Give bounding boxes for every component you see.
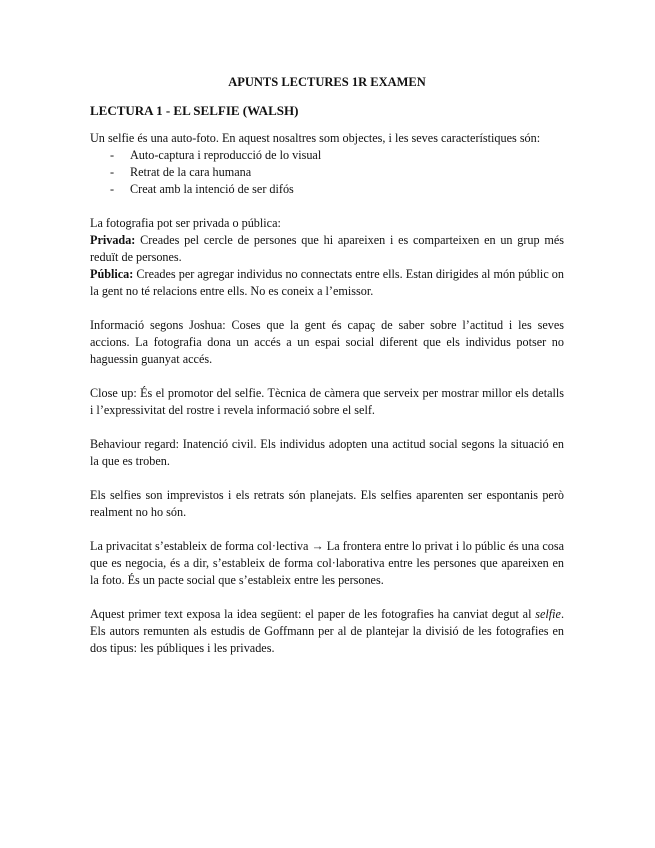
list-item: - Creat amb la intenció de ser difós <box>110 181 564 198</box>
privacy-paragraph <box>90 538 564 589</box>
behaviour-paragraph: Behaviour regard: Inatenció civil. Els individus adopten una actitud social segons la situació en la que es troben. <box>90 437 564 468</box>
arrow-right-icon: → <box>311 539 324 553</box>
public-label: Pública: <box>90 267 134 281</box>
public-text: Creades per agregar individus no connectats entre ells. Estan dirigides al món públic on la gent no té relacions entre ells. No es coneix a l’emissor. <box>90 267 564 298</box>
feature-list <box>90 147 564 198</box>
joshua-paragraph: Informació segons Joshua: Coses que la gent és capaç de saber sobre l’actitud i les seves accions. La fotografia dona un accés a un espai social diferent que els individus potser no haguessin guanyat accés. <box>90 318 564 366</box>
public-definition <box>90 266 564 300</box>
document-body <box>90 74 564 657</box>
conclusion-text-end: . Els autors remunten als estudis de Goffmann per al de plantejar la divisió de les fotografies en dos tipus: les públiques i les privades. <box>90 607 564 655</box>
privacy-text-start: La privacitat s’estableix de forma col·lectiva <box>90 539 312 553</box>
spontaneous-paragraph: Els selfies son imprevistos i els retrats són planejats. Els selfies aparenten ser espontanis però realment no ho són. <box>90 488 564 519</box>
closeup-paragraph: Close up: És el promotor del selfie. Tècnica de càmera que serveix per mostrar millor els detalls i l’expressivitat del rostre i revela informació sobre el self. <box>90 386 564 417</box>
private-label: Privada: <box>90 233 136 247</box>
list-item: - Retrat de la cara humana <box>110 164 564 181</box>
private-definition <box>90 232 564 266</box>
privacy-text-end: La frontera entre lo privat i lo públic és una cosa que es negocia, és a dir, s’estableix de forma col·laborativa entre les persones que apareixen en la foto. És un pacte social que s’estableix entre les persones. <box>90 539 565 587</box>
photo-types-intro: La fotografia pot ser privada o pública: <box>90 216 281 230</box>
list-item: - Auto-captura i reproducció de lo visual <box>110 147 564 164</box>
intro-paragraph: Un selfie és una auto-foto. En aquest nosaltres som objectes, i les seves característiques són: <box>90 131 541 145</box>
private-text: Creades pel cercle de persones que hi apareixen i es comparteixen en un grup més reduït de persones. <box>90 233 564 264</box>
document-title: APUNTS LECTURES 1R EXAMEN <box>228 75 426 89</box>
conclusion-paragraph <box>90 606 564 657</box>
selfie-italic: selfie <box>535 607 561 621</box>
conclusion-text-start: Aquest primer text exposa la idea següent: el paper de les fotografies ha canviat degut al <box>90 607 536 621</box>
section-title: LECTURA 1 - EL SELFIE (WALSH) <box>90 103 299 118</box>
